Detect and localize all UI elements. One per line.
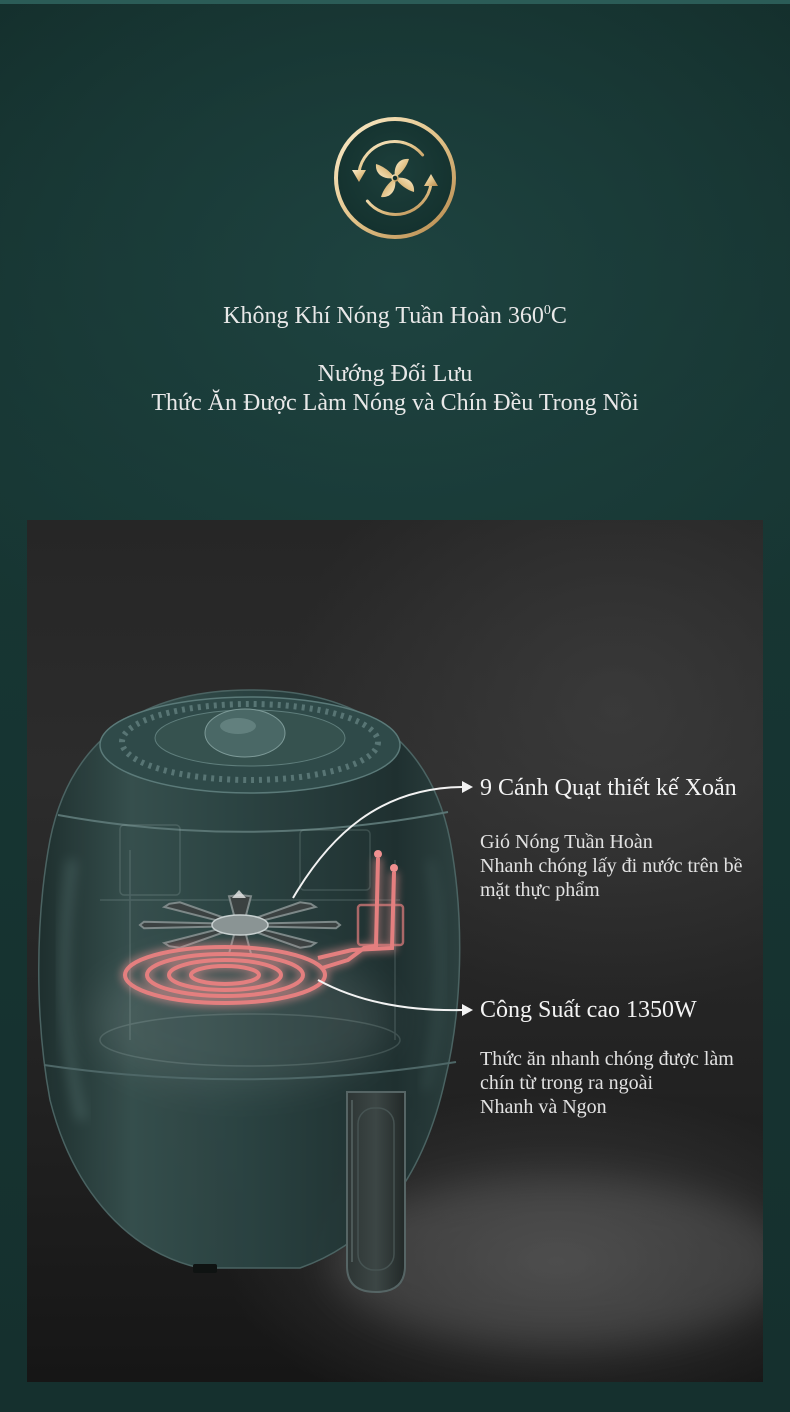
fan-hub-icon [392,175,398,181]
callout-power-line: Thức ăn nhanh chóng được làm [480,1048,734,1070]
callout-fan-title: 9 Cánh Quạt thiết kế Xoắn [480,775,737,801]
lid-dome-highlight [220,718,256,734]
headline-title-text: Không Khí Nóng Tuần Hoàn 360 [223,303,544,329]
top-border [0,0,790,4]
callout-power-body [480,1047,734,1119]
temperature-unit: C [550,303,567,329]
fryer-handle [347,1092,405,1292]
air-fryer-illustration [27,520,763,1382]
arrow-right-icon [462,781,473,793]
headline-subtitle-block [0,360,790,418]
callout-fan-body [480,830,742,902]
coil-terminal-left [374,850,382,858]
fryer-foot [193,1264,217,1273]
fan-circulation-icon [333,116,457,240]
callout-fan-line: Nhanh chóng lấy đi nước trên bề [480,855,743,877]
callout-fan-line: mặt thực phẩm [480,879,600,901]
coil-terminal-right [390,864,398,872]
headline-title [0,301,790,331]
headline-subtitle: Nướng Đối Lưu [317,361,473,387]
product-panel [27,520,763,1382]
headline-description: Thức Ăn Được Làm Nóng và Chín Đều Trong Nồi [151,390,639,416]
callout-power-title: Công Suất cao 1350W [480,997,697,1023]
fryer-body-group [39,690,460,1292]
degree-superscript: 0 [543,303,551,318]
arrow-right-icon [462,1004,473,1016]
fan-hub [212,915,268,935]
callout-fan-line: Gió Nóng Tuần Hoàn [480,831,653,853]
callout-power-line: chín từ trong ra ngoài [480,1072,654,1094]
fryer-lid [100,697,400,793]
callout-power-line: Nhanh và Ngon [480,1096,607,1118]
